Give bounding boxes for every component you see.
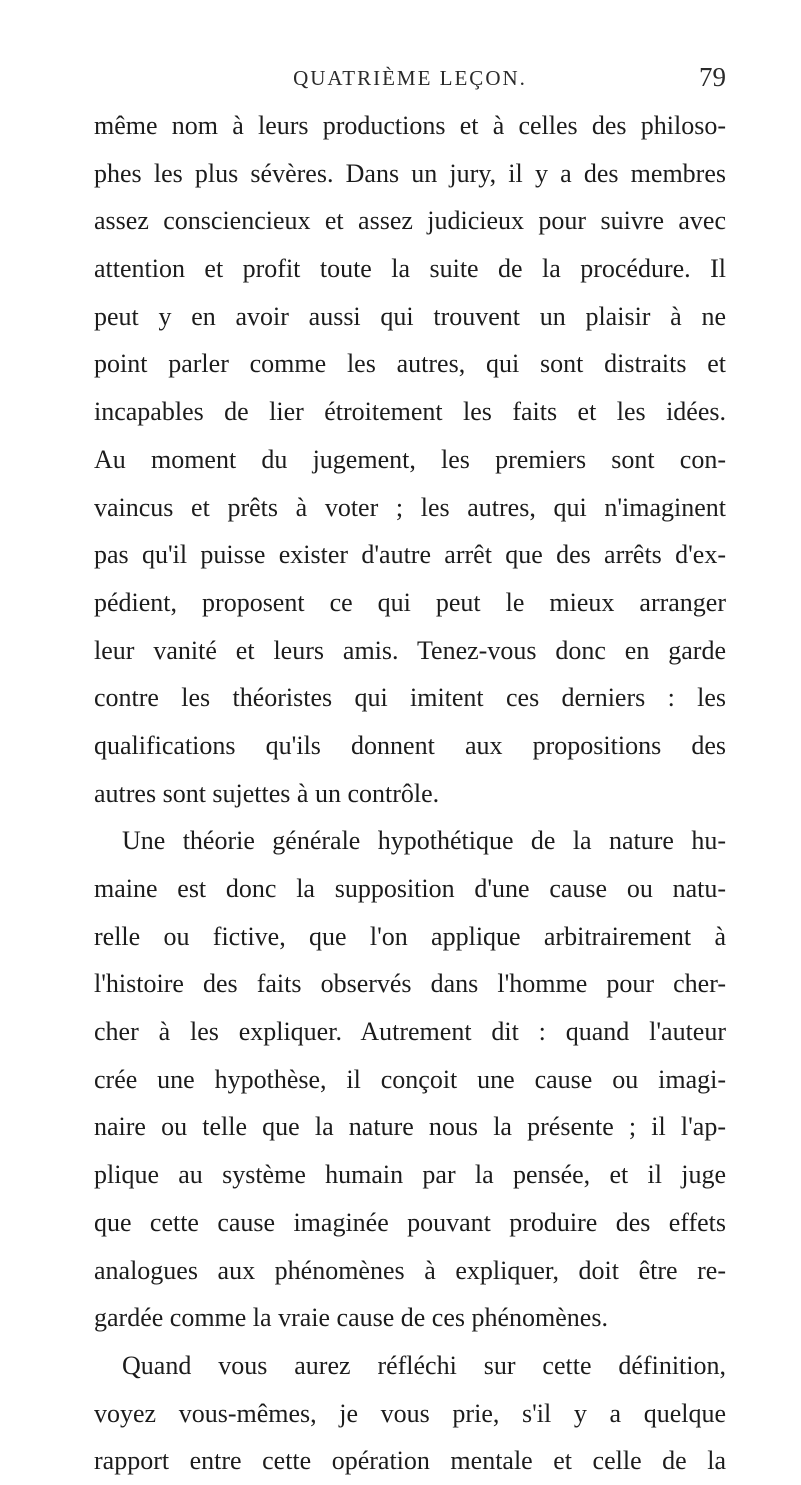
- text-line: incapables de lier étroitement les faits et les idées.: [94, 397, 726, 427]
- text-line: relle ou fictive, que l'on applique arbitrairement à: [94, 921, 726, 951]
- text-line: plique au système humain par la pensée, et il juge: [94, 1160, 726, 1190]
- text-line: leur vanité et leurs amis. Tenez-vous donc en garde: [94, 635, 726, 665]
- text-line: l'histoire des faits observés dans l'homme pour cher-: [94, 969, 726, 999]
- running-head: [94, 62, 726, 98]
- text-line: assez consciencieux et assez judicieux pour suivre avec: [94, 206, 726, 236]
- text-line: même nom à leurs productions et à celles des philoso-: [94, 111, 726, 140]
- text-line: autres sont sujettes à un contrôle.: [94, 778, 440, 808]
- text-line: Une théorie générale hypothétique de la nature hu-: [122, 826, 726, 856]
- running-title: QUATRIÈME LEÇON.: [293, 66, 527, 90]
- text-line: pédient, proposent ce qui peut le mieux arranger: [94, 587, 726, 617]
- text-line: point parler comme les autres, qui sont distraits et: [94, 349, 726, 379]
- text-line: attention et profit toute la suite de la procédure. Il: [94, 254, 726, 284]
- body-text: [94, 102, 726, 1485]
- text-line: pas qu'il puisse exister d'autre arrêt que des arrêts d'ex-: [94, 540, 726, 570]
- page-number: 79: [699, 62, 726, 92]
- text-line: crée une hypothèse, il conçoit une cause ou imagi-: [94, 1064, 726, 1094]
- text-line: Au moment du jugement, les premiers sont con-: [94, 444, 726, 474]
- text-line: peut y en avoir aussi qui trouvent un plaisir à ne: [94, 301, 726, 331]
- text-line: qualifications qu'ils donnent aux propositions des: [94, 730, 726, 760]
- text-line: contre les théoristes qui imitent ces derniers : les: [94, 683, 726, 713]
- text-line: cher à les expliquer. Autrement dit : quand l'auteur: [94, 1017, 726, 1047]
- text-line: phes les plus sévères. Dans un jury, il y a des membres: [94, 158, 726, 188]
- text-line: voyez vous-mêmes, je vous prie, s'il y a quelque: [94, 1398, 726, 1428]
- text-line: maine est donc la supposition d'une cause ou natu-: [94, 874, 726, 903]
- text-line: rapport entre cette opération mentale et celle de la: [94, 1446, 726, 1476]
- text-line: Quand vous aurez réfléchi sur cette définition,: [122, 1350, 726, 1380]
- text-line: vaincus et prêts à voter ; les autres, qui n'imaginent: [94, 492, 726, 522]
- text-line: analogues aux phénomènes à expliquer, doit être re-: [94, 1255, 726, 1285]
- text-line: naire ou telle que la nature nous la présente ; il l'ap-: [94, 1112, 726, 1142]
- text-line: gardée comme la vraie cause de ces phénomènes.: [94, 1303, 608, 1333]
- text-line: que cette cause imaginée pouvant produire des effets: [94, 1207, 726, 1237]
